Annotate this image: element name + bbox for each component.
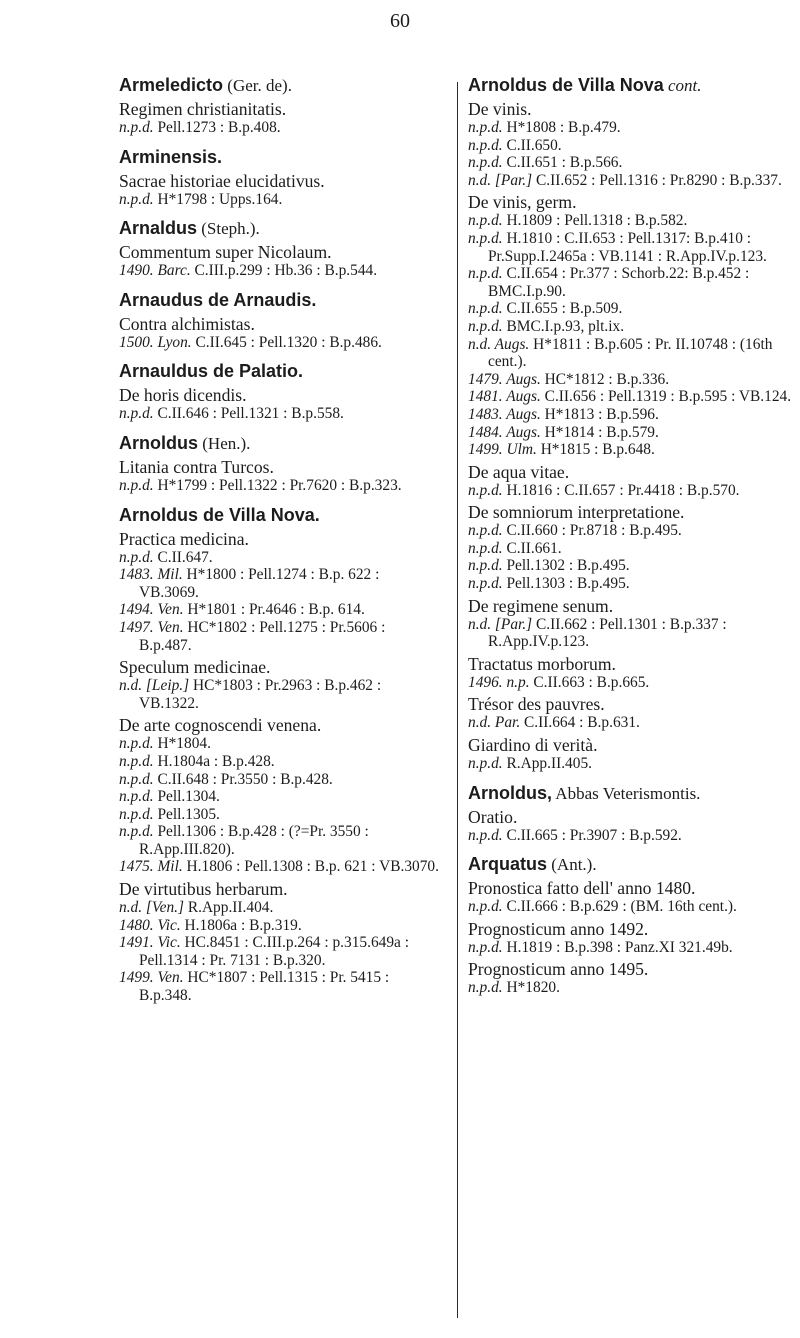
imprint: n.p.d. bbox=[468, 938, 503, 956]
entry-name: Arnaldus bbox=[119, 218, 198, 239]
imprint: n.p.d. bbox=[468, 265, 503, 283]
work-block bbox=[468, 655, 798, 692]
imprint: n.p.d. bbox=[119, 752, 154, 770]
reference-text: HC*1807 : Pell.1315 : Pr. 5415 : B.p.348. bbox=[139, 969, 390, 1005]
entry-heading bbox=[119, 75, 441, 96]
imprint: n.p.d. bbox=[468, 898, 503, 916]
imprint: n.p.d. bbox=[468, 522, 503, 540]
reference-line bbox=[119, 601, 441, 619]
reference-line bbox=[119, 823, 441, 858]
reference-line bbox=[468, 406, 798, 424]
reference-line bbox=[468, 119, 798, 137]
reference-text: H*1813 : B.p.596. bbox=[540, 405, 659, 423]
imprint: n.p.d. bbox=[468, 575, 503, 593]
work-title: Commentum super Nicolaum. bbox=[119, 242, 332, 263]
imprint: n.d. [Par.] bbox=[468, 171, 533, 189]
reference-text: HC*1802 : Pell.1275 : Pr.5606 : B.p.487. bbox=[139, 618, 386, 654]
catalog-entry bbox=[468, 75, 798, 773]
work-block bbox=[468, 879, 798, 916]
imprint: 1499. Ulm. bbox=[468, 441, 537, 459]
work-block bbox=[468, 736, 798, 773]
imprint: n.p.d. bbox=[468, 539, 503, 557]
imprint: n.p.d. bbox=[119, 119, 154, 136]
reference-line bbox=[468, 137, 798, 155]
work-block bbox=[119, 243, 441, 280]
reference-text: Pell.1305. bbox=[153, 805, 220, 823]
entry-name: Arquatus bbox=[468, 854, 548, 875]
entry-heading bbox=[119, 290, 441, 311]
work-block bbox=[468, 695, 798, 732]
reference-line bbox=[119, 191, 441, 209]
imprint: 1500. Lyon. bbox=[119, 333, 192, 351]
reference-line bbox=[468, 265, 798, 300]
reference-line bbox=[468, 616, 798, 651]
imprint: n.p.d. bbox=[468, 154, 503, 172]
reference-text: Pell.1303 : B.p.495. bbox=[502, 575, 630, 593]
work-block bbox=[119, 880, 441, 1005]
imprint: n.d. Par. bbox=[468, 714, 521, 732]
imprint: n.d. Augs. bbox=[468, 335, 530, 353]
reference-text: Pell.1273 : B.p.408. bbox=[153, 119, 281, 136]
work-title: Prognosticum anno 1492. bbox=[468, 918, 649, 939]
work-title: De somniorum interpretatione. bbox=[468, 502, 685, 523]
work-block bbox=[468, 463, 798, 500]
work-title: Practica medicina. bbox=[119, 528, 249, 549]
reference-text: C.II.660 : Pr.8718 : B.p.495. bbox=[502, 522, 682, 540]
reference-text: HC*1803 : Pr.2963 : B.p.462 : VB.1322. bbox=[139, 677, 382, 712]
imprint: n.p.d. bbox=[119, 548, 154, 566]
imprint: n.p.d. bbox=[468, 826, 503, 844]
imprint: n.p.d. bbox=[468, 481, 503, 499]
imprint: 1494. Ven. bbox=[119, 601, 184, 619]
imprint: n.p.d. bbox=[119, 476, 154, 494]
reference-line bbox=[119, 917, 441, 935]
reference-text: H*1814 : B.p.579. bbox=[540, 423, 659, 441]
reference-line bbox=[119, 677, 441, 712]
reference-text: H*1815 : B.p.648. bbox=[536, 441, 655, 459]
work-title: De virtutibus herbarum. bbox=[119, 879, 288, 900]
reference-text: H*1820. bbox=[502, 979, 560, 997]
work-block bbox=[468, 193, 798, 458]
reference-text: H.1810 : C.II.653 : Pell.1317: B.p.410 : Pr.Supp.I.2465a : VB.1141 : R.App.IV.p.123. bbox=[488, 229, 767, 265]
work-title: De vinis, germ. bbox=[468, 192, 577, 213]
imprint: n.p.d. bbox=[468, 212, 503, 230]
work-block bbox=[119, 458, 441, 495]
reference-text: H.1809 : Pell.1318 : B.p.582. bbox=[502, 212, 688, 230]
work-block bbox=[468, 920, 798, 957]
catalog-entry bbox=[468, 783, 798, 845]
reference-text: C.II.652 : Pell.1316 : Pr.8290 : B.p.337. bbox=[532, 171, 782, 189]
entry-name: Arnoldus bbox=[119, 432, 198, 453]
work-block bbox=[468, 100, 798, 189]
entry-qualifier: cont. bbox=[663, 76, 702, 95]
work-block bbox=[468, 503, 798, 592]
entry-name: Arnoldus de Villa Nova. bbox=[119, 504, 320, 525]
catalog-entry bbox=[119, 433, 441, 495]
entry-heading bbox=[119, 218, 441, 239]
work-block bbox=[119, 658, 441, 712]
catalog-entry bbox=[119, 361, 441, 423]
reference-text: H*1808 : B.p.479. bbox=[502, 119, 621, 136]
imprint: 1475. Mil. bbox=[119, 858, 183, 876]
reference-line bbox=[468, 336, 798, 371]
reference-line bbox=[468, 714, 798, 732]
reference-text: C.II.661. bbox=[502, 539, 562, 557]
reference-text: C.II.650. bbox=[502, 136, 562, 154]
entry-qualifier: (Ger. de). bbox=[223, 76, 292, 95]
imprint: 1480. Vic. bbox=[119, 916, 181, 934]
reference-line bbox=[468, 154, 798, 172]
work-block bbox=[468, 808, 798, 845]
imprint: 1496. n.p. bbox=[468, 673, 530, 691]
left-column bbox=[119, 73, 441, 1015]
imprint: 1497. Ven. bbox=[119, 618, 184, 636]
work-title: Giardino di verità. bbox=[468, 735, 598, 756]
reference-line bbox=[468, 979, 798, 997]
entry-heading bbox=[468, 783, 798, 804]
reference-text: C.II.663 : B.p.665. bbox=[529, 673, 650, 691]
work-block bbox=[468, 960, 798, 997]
reference-line bbox=[119, 405, 441, 423]
imprint: n.p.d. bbox=[119, 735, 154, 753]
reference-line bbox=[468, 522, 798, 540]
imprint: n.p.d. bbox=[468, 979, 503, 997]
reference-line bbox=[468, 482, 798, 500]
imprint: n.p.d. bbox=[119, 788, 154, 806]
reference-text: C.II.655 : B.p.509. bbox=[502, 300, 623, 318]
reference-line bbox=[119, 566, 441, 601]
reference-line bbox=[468, 318, 798, 336]
reference-line bbox=[468, 212, 798, 230]
entry-heading bbox=[468, 75, 798, 96]
reference-text: C.II.645 : Pell.1320 : B.p.486. bbox=[191, 333, 382, 351]
work-title: Litania contra Turcos. bbox=[119, 456, 274, 477]
work-title: Trésor des pauvres. bbox=[468, 694, 605, 715]
reference-text: HC.8451 : C.III.p.264 : p.315.649a : Pell.1314 : Pr. 7131 : B.p.320. bbox=[139, 934, 409, 969]
work-title: Speculum medicinae. bbox=[119, 657, 271, 678]
imprint: 1481. Augs. bbox=[468, 388, 541, 406]
reference-line bbox=[468, 230, 798, 265]
reference-text: H.1806 : Pell.1308 : B.p. 621 : VB.3070. bbox=[182, 858, 439, 876]
imprint: n.p.d. bbox=[119, 770, 154, 788]
imprint: 1479. Augs. bbox=[468, 370, 541, 388]
reference-text: H*1804. bbox=[153, 735, 211, 753]
reference-line bbox=[119, 735, 441, 753]
imprint: n.p.d. bbox=[468, 136, 503, 154]
entry-qualifier: (Ant.). bbox=[547, 855, 597, 875]
reference-text: C.II.651 : B.p.566. bbox=[502, 154, 623, 172]
work-block bbox=[468, 597, 798, 651]
reference-text: HC*1812 : B.p.336. bbox=[540, 370, 670, 388]
reference-text: C.II.656 : Pell.1319 : B.p.595 : VB.124. bbox=[540, 388, 792, 406]
reference-text: H*1801 : Pr.4646 : B.p. 614. bbox=[183, 601, 365, 619]
page-number: 60 bbox=[390, 10, 410, 32]
entry-qualifier: (Hen.). bbox=[198, 433, 251, 453]
imprint: n.p.d. bbox=[119, 805, 154, 823]
imprint: n.p.d. bbox=[119, 823, 154, 841]
entry-heading bbox=[119, 147, 441, 168]
entry-name: Arnauldus de Palatio. bbox=[119, 361, 304, 382]
reference-line bbox=[468, 557, 798, 575]
entry-heading bbox=[119, 433, 441, 454]
reference-line bbox=[468, 424, 798, 442]
reference-text: R.App.II.404. bbox=[183, 899, 274, 917]
reference-line bbox=[468, 939, 798, 957]
work-title: Sacrae historiae elucidativus. bbox=[119, 170, 325, 191]
work-block bbox=[119, 716, 441, 876]
imprint: n.d. [Ven.] bbox=[119, 899, 184, 917]
imprint: n.p.d. bbox=[468, 229, 503, 247]
reference-line bbox=[119, 934, 441, 969]
entry-heading bbox=[119, 361, 441, 382]
reference-line bbox=[468, 898, 798, 916]
reference-line bbox=[468, 540, 798, 558]
imprint: 1483. Augs. bbox=[468, 405, 541, 423]
imprint: n.d. [Leip.] bbox=[119, 677, 190, 695]
entry-qualifier: (Steph.). bbox=[197, 219, 260, 239]
catalog-entry bbox=[119, 147, 441, 209]
imprint: n.p.d. bbox=[468, 317, 503, 335]
work-block bbox=[119, 530, 441, 655]
right-column bbox=[468, 73, 798, 1007]
column-divider bbox=[457, 82, 458, 1318]
reference-text: C.II.666 : B.p.629 : (BM. 16th cent.). bbox=[502, 898, 737, 916]
reference-text: C.II.654 : Pr.377 : Schorb.22: B.p.452 : BMC.I.p.90. bbox=[488, 265, 750, 300]
imprint: n.p.d. bbox=[468, 119, 503, 136]
imprint: n.p.d. bbox=[468, 755, 503, 773]
reference-line bbox=[468, 300, 798, 318]
catalog-entry bbox=[119, 505, 441, 1005]
reference-text: H.1819 : B.p.398 : Panz.XI 321.49b. bbox=[502, 938, 733, 956]
work-title: Oratio. bbox=[468, 806, 518, 827]
reference-line bbox=[119, 899, 441, 917]
reference-line bbox=[119, 477, 441, 495]
reference-line bbox=[468, 441, 798, 459]
reference-text: H.1804a : B.p.428. bbox=[153, 752, 275, 770]
reference-line bbox=[468, 388, 798, 406]
reference-line bbox=[119, 119, 441, 137]
work-block bbox=[119, 386, 441, 423]
reference-line bbox=[468, 827, 798, 845]
work-title: De regimene senum. bbox=[468, 595, 614, 616]
reference-line bbox=[119, 771, 441, 789]
imprint: n.p.d. bbox=[119, 405, 154, 423]
reference-text: C.III.p.299 : Hb.36 : B.p.544. bbox=[190, 262, 378, 280]
entry-name: Arminensis. bbox=[119, 146, 223, 167]
catalog-entry bbox=[119, 75, 441, 137]
reference-text: R.App.II.405. bbox=[502, 755, 592, 773]
imprint: n.p.d. bbox=[468, 557, 503, 575]
work-title: De arte cognoscendi venena. bbox=[119, 715, 322, 736]
reference-text: Pell.1302 : B.p.495. bbox=[502, 557, 630, 575]
reference-text: H*1800 : Pell.1274 : B.p. 622 : VB.3069. bbox=[139, 566, 380, 601]
entry-heading bbox=[119, 505, 441, 526]
reference-line bbox=[468, 371, 798, 389]
work-title: Contra alchimistas. bbox=[119, 313, 255, 334]
work-title: De vinis. bbox=[468, 99, 532, 119]
work-block bbox=[119, 100, 441, 137]
reference-text: C.II.648 : Pr.3550 : B.p.428. bbox=[153, 770, 333, 788]
imprint: 1483. Mil. bbox=[119, 566, 183, 584]
work-block bbox=[119, 315, 441, 352]
reference-text: C.II.647. bbox=[153, 548, 213, 566]
work-title: Tractatus morborum. bbox=[468, 653, 616, 674]
reference-text: H*1799 : Pell.1322 : Pr.7620 : B.p.323. bbox=[153, 476, 402, 494]
work-title: De aqua vitae. bbox=[468, 461, 570, 482]
imprint: 1484. Augs. bbox=[468, 423, 541, 441]
reference-line bbox=[468, 575, 798, 593]
work-block bbox=[119, 172, 441, 209]
imprint: 1490. Barc. bbox=[119, 262, 191, 280]
imprint: n.p.d. bbox=[119, 190, 154, 208]
imprint: 1499. Ven. bbox=[119, 969, 184, 987]
reference-line bbox=[468, 674, 798, 692]
reference-line bbox=[468, 172, 798, 190]
reference-line bbox=[119, 262, 441, 280]
work-title: De horis dicendis. bbox=[119, 385, 247, 406]
entry-heading bbox=[468, 854, 798, 875]
catalog-entry bbox=[119, 218, 441, 280]
reference-text: H.1816 : C.II.657 : Pr.4418 : B.p.570. bbox=[502, 481, 740, 499]
reference-text: C.II.665 : Pr.3907 : B.p.592. bbox=[502, 826, 682, 844]
catalog-entry bbox=[119, 290, 441, 352]
reference-text: Pell.1306 : B.p.428 : (?=Pr. 3550 : R.App.III.820). bbox=[139, 823, 369, 858]
reference-line bbox=[119, 334, 441, 352]
reference-text: H*1811 : B.p.605 : Pr. II.10748 : (16th cent.). bbox=[488, 335, 773, 371]
reference-text: Pell.1304. bbox=[153, 788, 220, 806]
entry-name: Armeledicto bbox=[119, 75, 224, 95]
reference-line bbox=[119, 858, 441, 876]
catalog-entry bbox=[468, 854, 798, 997]
entry-name: Arnoldus, bbox=[468, 782, 552, 803]
reference-text: C.II.662 : Pell.1301 : B.p.337 : R.App.IV.p.123. bbox=[488, 615, 727, 651]
reference-text: H*1798 : Upps.164. bbox=[153, 190, 283, 208]
reference-line bbox=[119, 549, 441, 567]
reference-text: C.II.646 : Pell.1321 : B.p.558. bbox=[153, 405, 344, 423]
reference-text: C.II.664 : B.p.631. bbox=[520, 714, 640, 732]
reference-line bbox=[119, 806, 441, 824]
entry-name: Arnoldus de Villa Nova bbox=[468, 75, 664, 95]
reference-line bbox=[119, 969, 441, 1004]
imprint: n.d. [Par.] bbox=[468, 615, 533, 633]
reference-line bbox=[119, 753, 441, 771]
reference-line bbox=[119, 788, 441, 806]
reference-text: H.1806a : B.p.319. bbox=[180, 916, 302, 934]
reference-line bbox=[468, 755, 798, 773]
entry-qualifier: Abbas Veterismontis. bbox=[552, 783, 701, 803]
work-title: Prognosticum anno 1495. bbox=[468, 959, 649, 980]
entry-name: Arnaudus de Arnaudis. bbox=[119, 289, 317, 310]
imprint: n.p.d. bbox=[468, 300, 503, 318]
imprint: 1491. Vic. bbox=[119, 934, 181, 952]
reference-line bbox=[119, 619, 441, 654]
work-title: Regimen christianitatis. bbox=[119, 99, 287, 119]
reference-text: BMC.I.p.93, plt.ix. bbox=[502, 317, 625, 335]
work-title: Pronostica fatto dell' anno 1480. bbox=[468, 878, 696, 899]
